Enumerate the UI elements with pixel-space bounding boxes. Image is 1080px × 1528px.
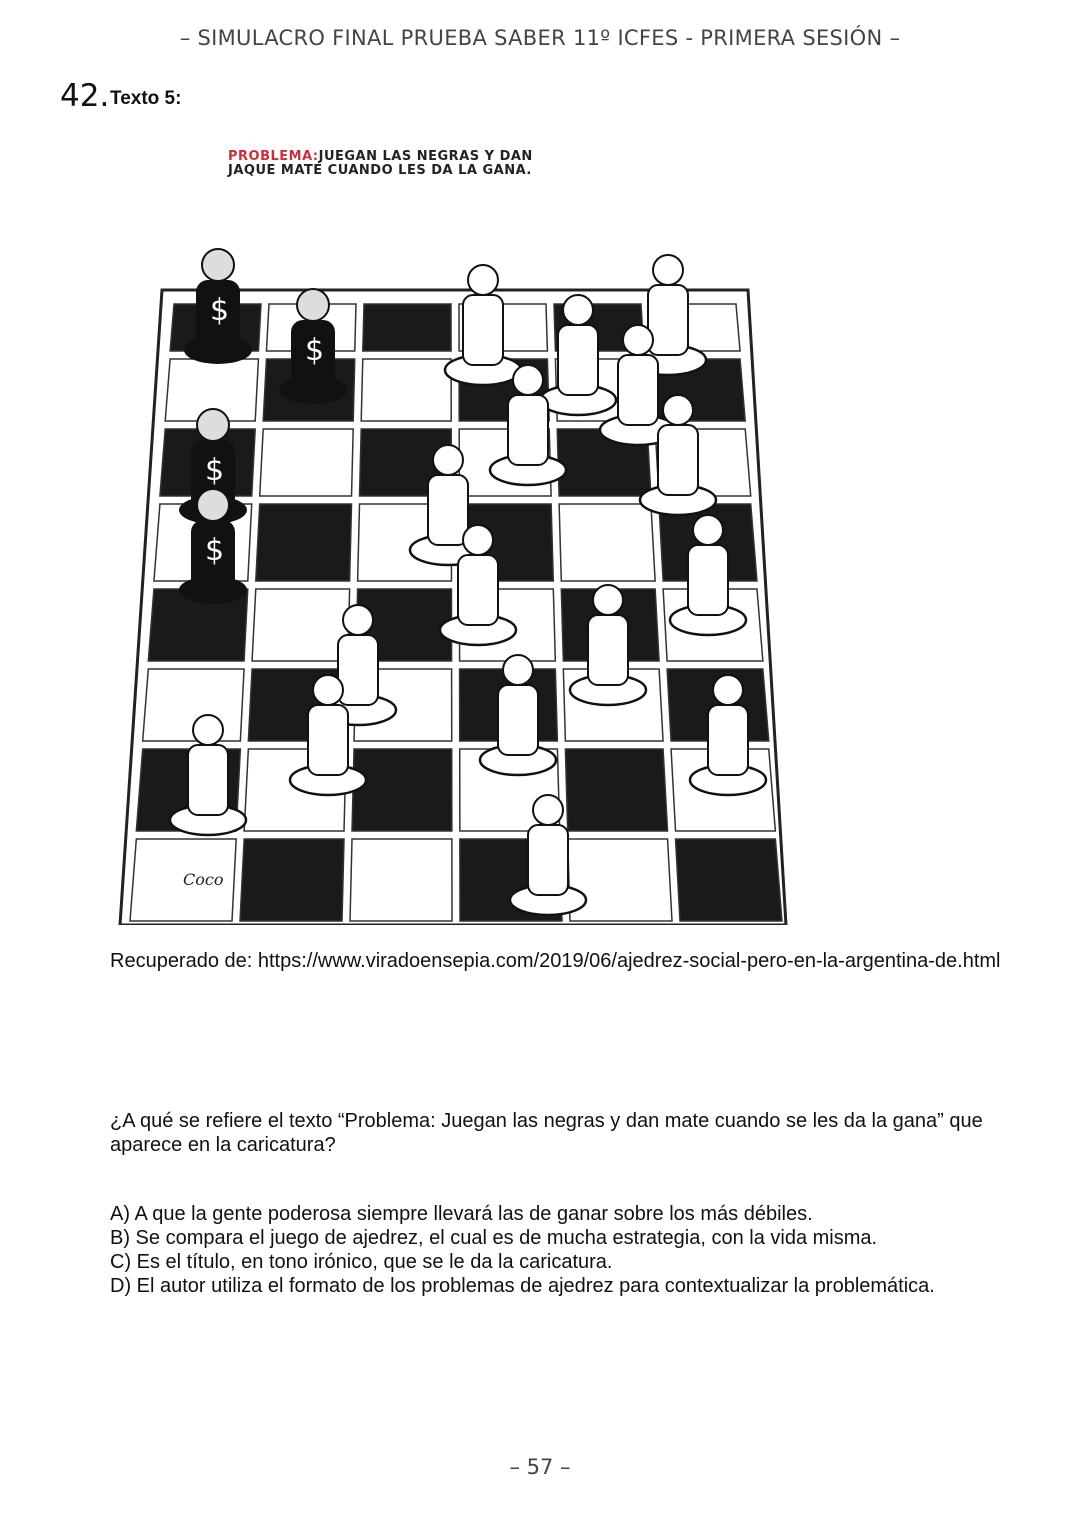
chessboard-square <box>252 589 350 661</box>
chessboard-square <box>352 749 452 831</box>
black-piece-head <box>197 489 229 521</box>
white-piece-body <box>658 425 698 495</box>
white-piece-body <box>498 685 538 755</box>
white-piece-head <box>693 515 723 545</box>
chessboard-square <box>361 359 451 421</box>
page-header: – SIMULACRO FINAL PRUEBA SABER 11º ICFES - PRIMERA SESIÓN – <box>179 26 901 50</box>
page-number: – 57 – <box>509 1455 571 1479</box>
white-piece-head <box>653 255 683 285</box>
option-a[interactable]: A) A que la gente poderosa siempre llevará las de ganar sobre los más débiles. <box>110 1203 813 1225</box>
question-title: Texto 5: <box>110 88 182 109</box>
white-piece-body <box>558 325 598 395</box>
white-piece-head <box>313 675 343 705</box>
chessboard-square <box>260 429 353 496</box>
white-piece-body <box>528 825 568 895</box>
option-d[interactable]: D) El autor utiliza el formato de los problemas de ajedrez para contextualizar la problemática. <box>110 1275 935 1297</box>
answer-options <box>110 1202 1050 1298</box>
white-piece-head <box>563 295 593 325</box>
chessboard-square <box>559 504 655 581</box>
cartoon-caption-line2: JAQUE MATE CUANDO LES DA LA GANA. <box>228 163 532 178</box>
black-piece-head <box>297 289 329 321</box>
dollar-sign-icon: $ <box>205 453 225 488</box>
dollar-sign-icon: $ <box>210 293 230 328</box>
question-prompt: ¿A qué se refiere el texto “Problema: Juegan las negras y dan mate cuando se les da la gana” que aparece en la caricatura? <box>110 1110 983 1156</box>
white-piece-body <box>428 475 468 545</box>
dollar-sign-icon: $ <box>305 333 325 368</box>
white-piece-body <box>688 545 728 615</box>
white-piece-head <box>593 585 623 615</box>
question-number: 42. <box>60 78 110 114</box>
white-piece-head <box>463 525 493 555</box>
white-piece-head <box>533 795 563 825</box>
chessboard-square <box>350 839 452 921</box>
source-citation: Recuperado de: https://www.viradoensepia.com/2019/06/ajedrez-social-pero-en-la-argentina-de.html <box>110 950 1001 972</box>
white-piece-body <box>463 295 503 365</box>
white-piece-body <box>648 285 688 355</box>
option-c[interactable]: C) Es el título, en tono irónico, que se le da la caricatura. <box>110 1251 613 1273</box>
chessboard-square <box>676 839 782 921</box>
white-piece-body <box>338 635 378 705</box>
white-piece-head <box>343 605 373 635</box>
chessboard-square <box>565 749 667 831</box>
white-piece-head <box>193 715 223 745</box>
white-piece-head <box>433 445 463 475</box>
dollar-sign-icon: $ <box>205 533 225 568</box>
white-piece-body <box>588 615 628 685</box>
white-piece-body <box>188 745 228 815</box>
white-piece-head <box>468 265 498 295</box>
chessboard-square <box>363 304 451 351</box>
chessboard-square <box>568 839 672 921</box>
white-piece-body <box>708 705 748 775</box>
option-b[interactable]: B) Se compara el juego de ajedrez, el cual es de mucha estrategia, con la vida misma. <box>110 1227 878 1249</box>
white-piece-head <box>513 365 543 395</box>
white-piece-body <box>618 355 658 425</box>
white-piece-head <box>663 395 693 425</box>
white-piece-body <box>458 555 498 625</box>
white-piece-body <box>308 705 348 775</box>
white-piece-body <box>508 395 548 465</box>
artist-signature: Coco <box>183 870 224 889</box>
black-piece-head <box>197 409 229 441</box>
cartoon-caption-label: PROBLEMA: <box>228 149 319 164</box>
chess-cartoon-image <box>108 140 788 925</box>
white-piece-head <box>503 655 533 685</box>
cartoon-caption-line1: JUEGAN LAS NEGRAS Y DAN <box>318 149 533 164</box>
black-piece-head <box>202 249 234 281</box>
cartoon-caption <box>228 150 533 178</box>
white-piece-head <box>623 325 653 355</box>
chessboard-square <box>240 839 344 921</box>
white-piece-head <box>713 675 743 705</box>
chessboard-square <box>256 504 352 581</box>
